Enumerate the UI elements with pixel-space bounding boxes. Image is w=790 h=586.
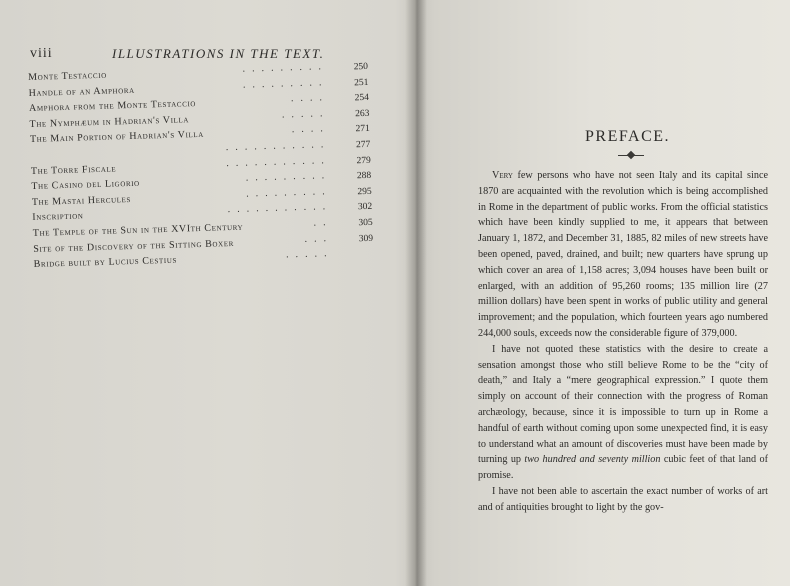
paragraph <box>478 168 768 342</box>
leader-dots: ........... <box>227 201 333 216</box>
leader-dots: ..... <box>285 248 334 261</box>
entry-title: Amphora from the Monte Testaccio <box>28 98 197 115</box>
leader-dots: ......... <box>246 185 332 200</box>
entry-title: The Torre Fiscale <box>30 162 117 177</box>
paragraph-emphasis: two hundred and seventy million <box>524 454 661 466</box>
paragraph-lead: Very <box>492 170 513 181</box>
paragraph-text: cubic feet of that land of promise. <box>478 454 768 482</box>
entry-title: Site of the Discovery of the Sitting Boxer <box>33 237 235 255</box>
entry-page: 305 <box>358 217 373 229</box>
preface-body <box>478 168 768 516</box>
entry-page: 279 <box>356 155 371 166</box>
entry-title: Monte Testaccio <box>28 69 107 83</box>
leader-dots: ........... <box>225 139 331 154</box>
entry-page: 263 <box>354 108 370 120</box>
entry-title: Bridge built by Lucius Cestius <box>33 254 178 271</box>
ornament-diamond <box>627 151 635 159</box>
entry-page: 254 <box>354 93 370 104</box>
leader-dots: .... <box>290 92 330 105</box>
entry-page: 309 <box>358 233 374 244</box>
leader-dots: ......... <box>242 76 329 91</box>
paragraph-text: few persons who have not seen Italy and its capital since 1870 are acquainted with the revolution which is being accomplished in Rome in the department of public works. From the official statistics which have been kindly supplied to me, it appears that between January 1, 1872, and December 31, 1885, 82 miles of new streets have been opened, paved, drained, and built; new quarters have sprung up which cover an area of 1,158 acres; 3,094 houses have been built or enlarged, with an addition of 95,260 rooms; 135 million lire (27 million dollars) have been spent in works of public utility and general improvement; and the population, which fourteen years ago numbered 244,000 souls, exceeds now the considerable figure of 379,000. <box>478 170 768 339</box>
page-number: viii <box>30 46 53 61</box>
leader-dots: .. <box>313 216 333 229</box>
entry-title: The Mastai Hercules <box>31 193 132 208</box>
leader-dots: ... <box>304 232 334 245</box>
entry-page: 277 <box>355 139 371 151</box>
entry-page: 288 <box>356 171 372 182</box>
leader-dots: ......... <box>245 170 332 184</box>
entry-title: Inscription <box>32 210 84 224</box>
entry-title: The Nymphæum in Hadrian's Villa <box>29 114 190 130</box>
entry-page: 295 <box>357 186 372 198</box>
paragraph-text: I have not quoted these statistics with the desire to create a sensation amongst those who still believe Rome to be the “city of death,” and Italy a “mere geographical expression.” I quote them simply on account of their connection with the progress of Roman archæology, because, since it is impossible to turn up in Rome a handful of earth without coming upon some unexpected find, it is easy to understand what an amount of discoveries must have been made by turning up <box>478 343 768 466</box>
preface-title: PREFACE. <box>585 128 671 145</box>
leader-dots: .... <box>291 123 330 136</box>
entry-page: 302 <box>357 202 373 213</box>
entry-page: 271 <box>355 124 370 135</box>
entry-title: The Temple of the Sun in the XVIth Century <box>32 221 244 239</box>
entry-title: The Main Portion of Hadrian's Villa <box>29 129 205 146</box>
leader-dots: ........... <box>226 154 331 169</box>
right-page <box>430 0 790 586</box>
paragraph <box>478 484 768 516</box>
entry-title: Handle of an Amphora <box>28 84 135 99</box>
entry-page: 251 <box>354 77 369 88</box>
paragraph <box>478 342 768 484</box>
leader-dots: ......... <box>242 61 329 75</box>
entry-page: 250 <box>353 61 369 73</box>
paragraph-text: I have not been able to ascertain the exact number of works of art and of antiquities brought to light by the gov- <box>478 485 768 513</box>
illustrations-list <box>28 62 374 275</box>
ornament-divider <box>618 150 644 160</box>
leader-dots: ..... <box>281 107 330 121</box>
entry-title: The Casino del Ligorio <box>31 177 140 193</box>
running-head: ILLUSTRATIONS IN THE TEXT. <box>112 46 325 61</box>
